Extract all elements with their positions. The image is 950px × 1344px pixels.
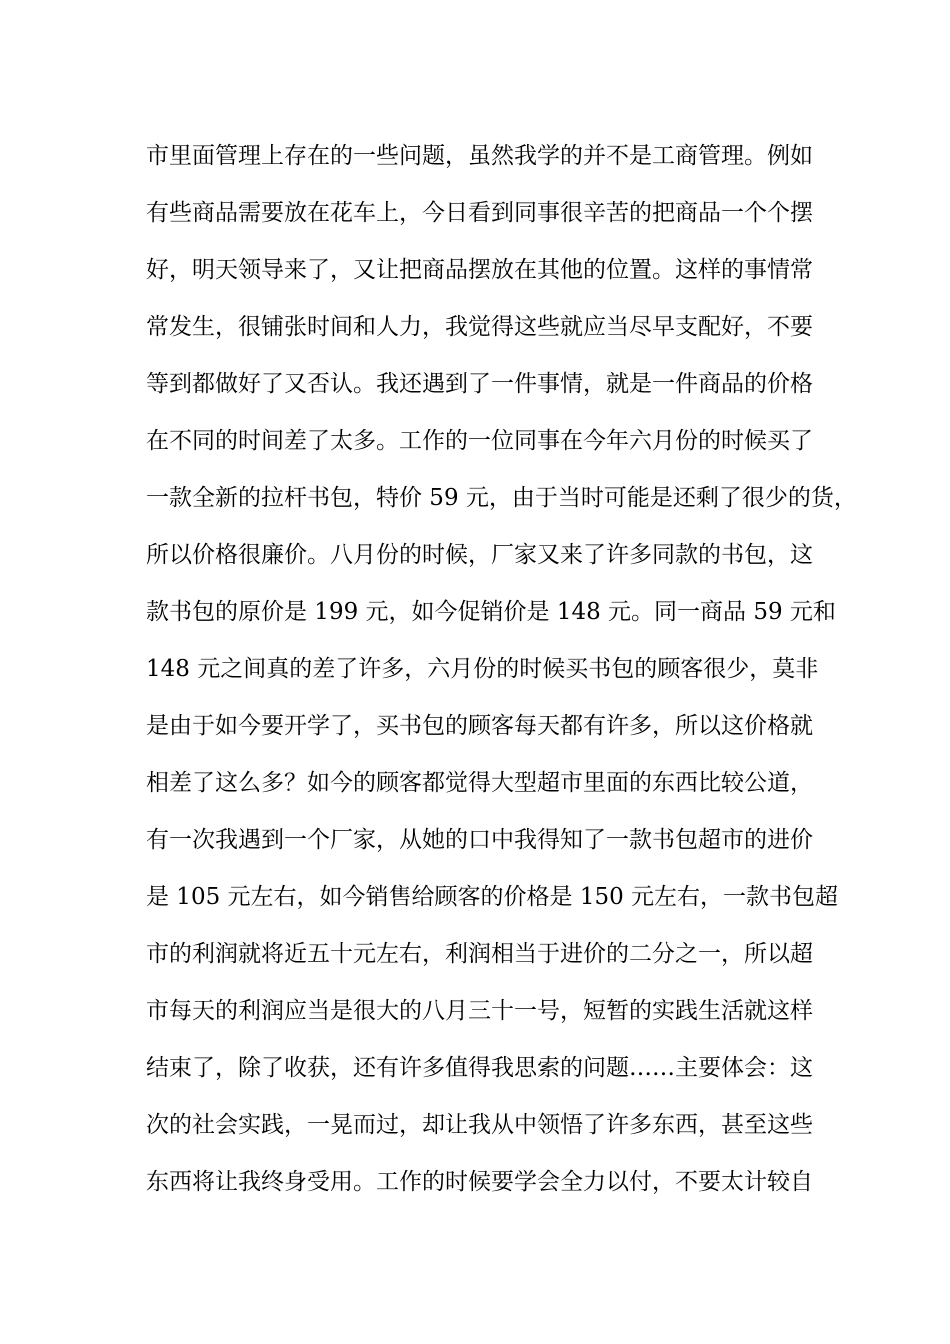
text-line: 市的利润就将近五十元左右，利润相当于进价的二分之一，所以超 xyxy=(146,941,813,967)
text-line: 一款全新的拉杆书包，特价 59 元，由于当时可能是还剩了很少的货， xyxy=(146,485,857,511)
text-line: 好，明天领导来了，又让把商品摆放在其他的位置。这样的事情常 xyxy=(146,257,813,283)
text-line: 是由于如今要开学了，买书包的顾客每天都有许多，所以这价格就 xyxy=(146,713,813,739)
text-line: 市里面管理上存在的一些问题，虽然我学的并不是工商管理。例如 xyxy=(146,143,813,169)
text-line: 在不同的时间差了太多。工作的一位同事在今年六月份的时候买了 xyxy=(146,428,813,454)
text-line: 常发生，很铺张时间和人力，我觉得这些就应当尽早支配好，不要 xyxy=(146,314,813,340)
text-line: 款书包的原价是 199 元，如今促销价是 148 元。同一商品 59 元和 xyxy=(146,599,836,625)
text-line: 相差了这么多？如今的顾客都觉得大型超市里面的东西比较公道， xyxy=(146,770,813,796)
text-line: 所以价格很廉价。八月份的时候，厂家又来了许多同款的书包，这 xyxy=(146,542,813,568)
text-line: 148 元之间真的差了许多，六月份的时候买书包的顾客很少，莫非 xyxy=(146,656,819,682)
text-line: 东西将让我终身受用。工作的时候要学会全力以付，不要太计较自 xyxy=(146,1169,813,1195)
body-text xyxy=(146,128,857,1211)
text-line: 有一次我遇到一个厂家，从她的口中我得知了一款书包超市的进价 xyxy=(146,827,813,853)
text-line: 等到都做好了又否认。我还遇到了一件事情，就是一件商品的价格 xyxy=(146,371,813,397)
text-line: 有些商品需要放在花车上，今日看到同事很辛苦的把商品一个个摆 xyxy=(146,200,813,226)
text-line: 次的社会实践，一晃而过，却让我从中领悟了许多东西，甚至这些 xyxy=(146,1112,813,1138)
text-line: 结束了，除了收获，还有许多值得我思索的问题……主要体会：这 xyxy=(146,1055,813,1081)
text-line: 市每天的利润应当是很大的八月三十一号，短暂的实践生活就这样 xyxy=(146,998,813,1024)
text-line: 是 105 元左右，如今销售给顾客的价格是 150 元左右，一款书包超 xyxy=(146,884,839,910)
